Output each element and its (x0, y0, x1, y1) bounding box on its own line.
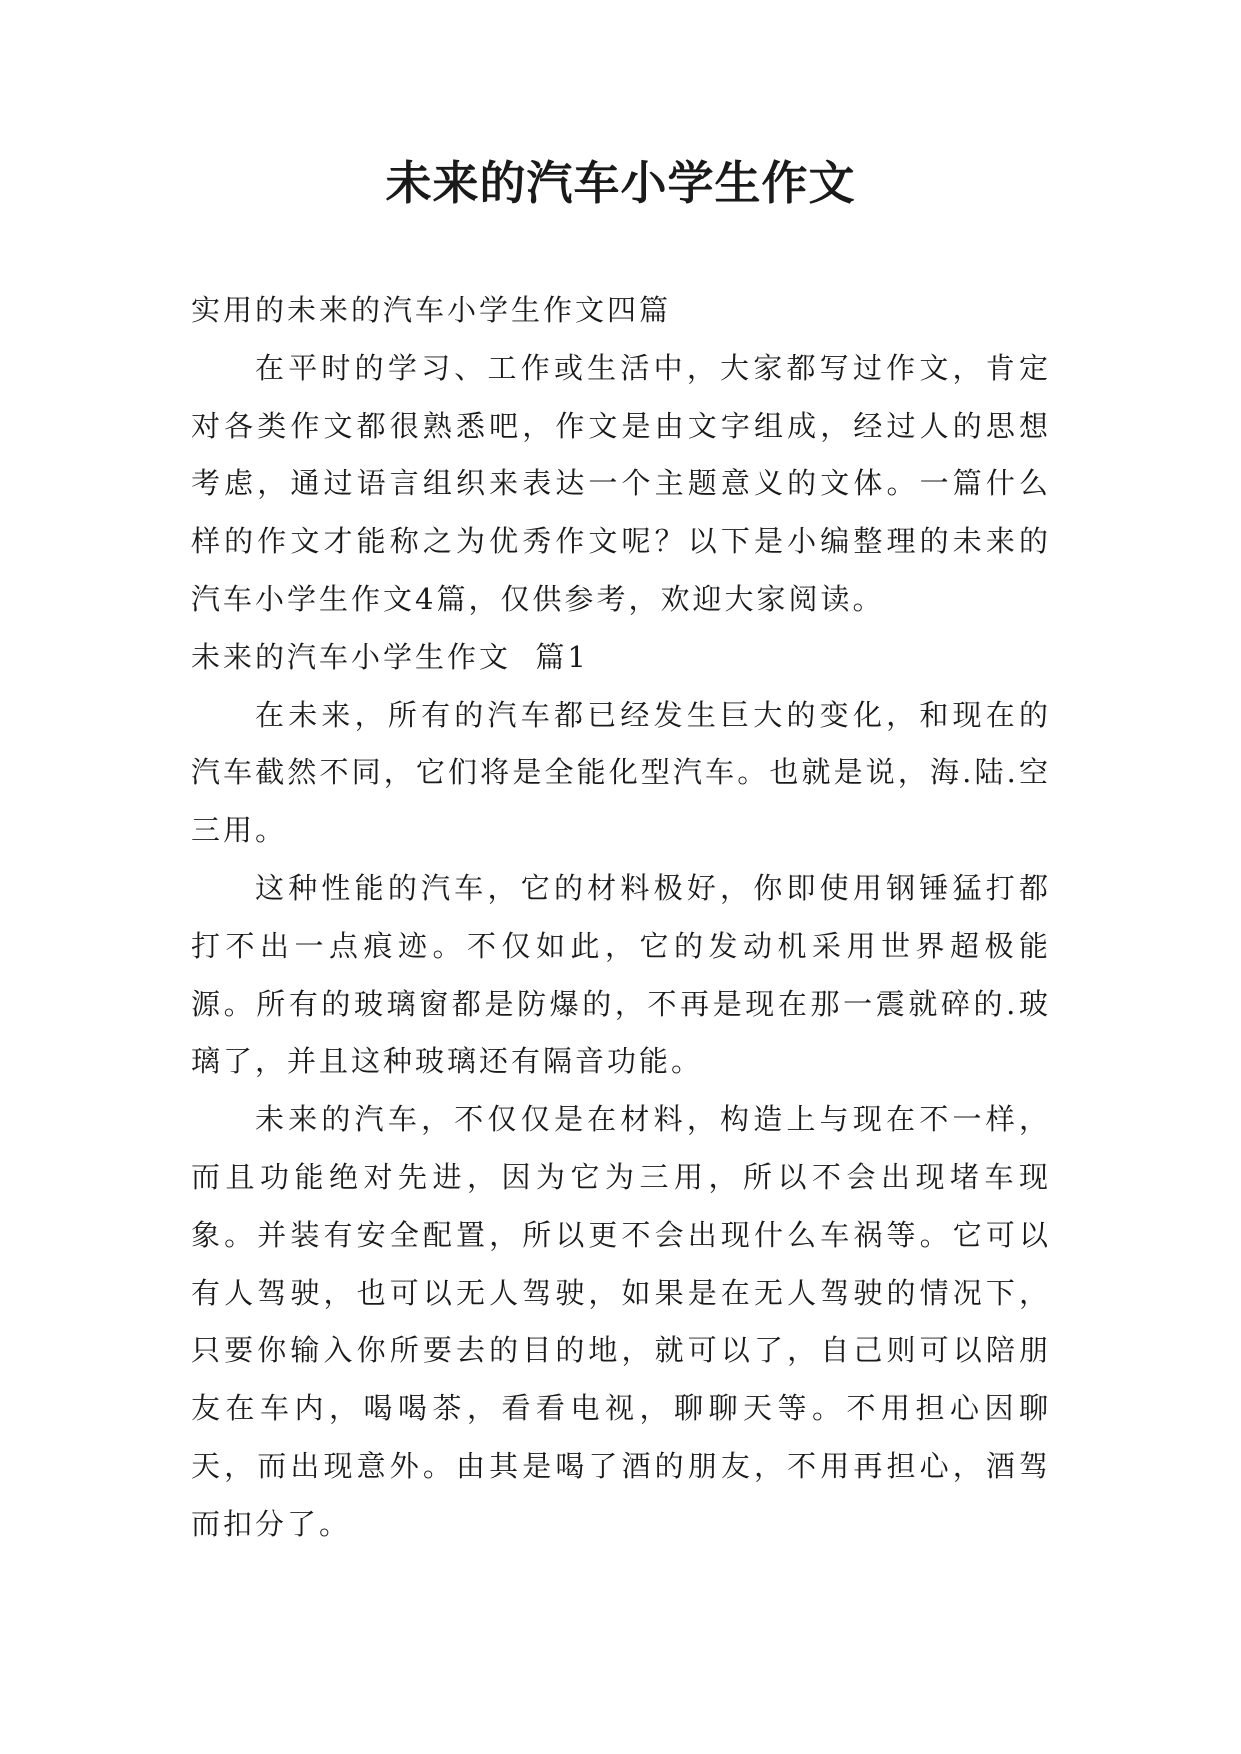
body-paragraph: 在未来，所有的汽车都已经发生巨大的变化，和现在的汽车截然不同，它们将是全能化型汽车。也就是说，海.陆.空三用。 (191, 697, 1051, 848)
body-paragraph: 未来的汽车，不仅仅是在材料，构造上与现在不一样，而且功能绝对先进，因为它为三用，所以不会出现堵车现象。并装有安全配置，所以更不会出现什么车祸等。它可以有人驾驶，也可以无人驾驶，如果是在无人驾驶的情况下，只要你输入你所要去的目的地，就可以了，自己则可以陪朋友在车内，喝喝茶，看看电视，聊聊天等。不用担心因聊天，而出现意外。由其是喝了酒的朋友，不用再担心，酒驾而扣分了。 (191, 1102, 1051, 1541)
document-title: 未来的汽车小学生作文 (385, 156, 856, 210)
body-paragraph: 这种性能的汽车，它的材料极好，你即使用钢锤猛打都打不出一点痕迹。不仅如此，它的发动机采用世界超极能源。所有的玻璃窗都是防爆的，不再是现在那一震就碎的.玻璃了，并且这种玻璃还有隔音功能。 (191, 870, 1051, 1079)
intro-paragraph: 在平时的学习、工作或生活中，大家都写过作文，肯定对各类作文都很熟悉吧，作文是由文字组成，经过人的思想考虑，通过语言组织来表达一个主题意义的文体。一篇什么样的作文才能称之为优秀作文呢？以下是小编整理的未来的汽车小学生作文4篇，仅供参考，欢迎大家阅读。 (191, 350, 1051, 616)
section-heading: 未来的汽车小学生作文 篇1 (191, 639, 589, 674)
document-body (191, 282, 1051, 1554)
document-subtitle: 实用的未来的汽车小学生作文四篇 (191, 293, 672, 327)
